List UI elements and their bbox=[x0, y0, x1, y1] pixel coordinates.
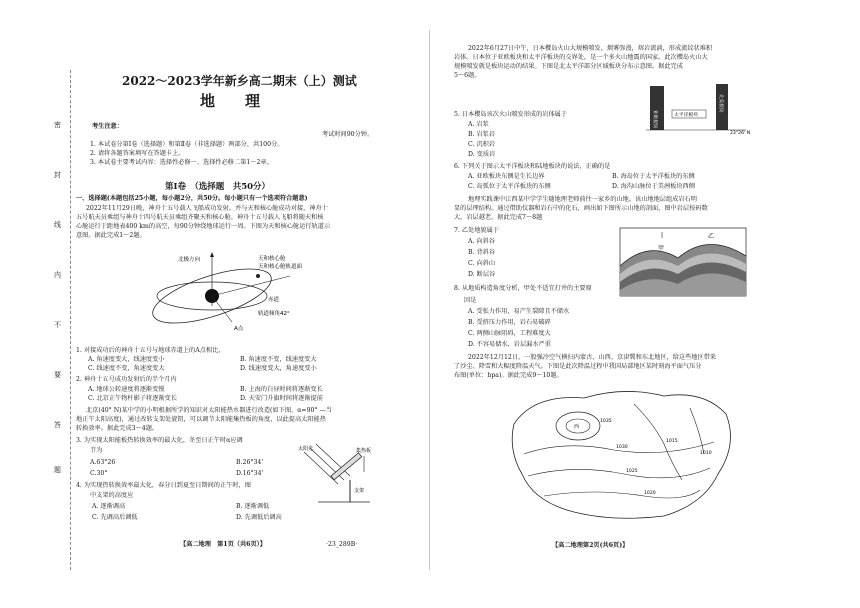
intro-line: 地正午太阳高度)，通过改转支架处旋钮，可以调节太阳能集热板的角度，以此提高太阳能热 bbox=[76, 416, 326, 423]
question-5: 5. 日本樱岛该次火山喷发形成的岩体属于 bbox=[454, 111, 568, 118]
binding-char: 内 bbox=[54, 271, 61, 279]
isobar-map bbox=[504, 384, 744, 524]
exam-subject: 地 理 bbox=[200, 92, 261, 110]
exam-time: 考试时间90分钟。 bbox=[322, 131, 374, 138]
intro-line: 北京(40° N)某中学的小明根据所学的知识对太阳能热水器进行改造(如下图，α=90° —当 bbox=[86, 407, 332, 414]
fig3-lat-label: 23°26' N bbox=[730, 131, 751, 136]
option: C. 先调高后调低 bbox=[92, 514, 138, 521]
fig2-board-label: 集热板 bbox=[356, 448, 372, 454]
option: B. 角速度不变，线速度变大 bbox=[240, 356, 317, 363]
option: C. 线速度不变，角速度变大 bbox=[88, 365, 165, 372]
section-heading: 一、选择题(本题包括25小题，每小题2分，共50分。每小题只有一个选项符合题意) bbox=[76, 195, 308, 202]
question-8-cont: 因是 bbox=[464, 297, 477, 304]
isobar-label: 1035 bbox=[600, 419, 612, 424]
solar-heater-diagram bbox=[298, 442, 378, 512]
fig1-pointa-label: A点 bbox=[234, 326, 244, 332]
option: B. 岩浆岩 bbox=[468, 131, 496, 138]
fig3-na-label: 北美板块 bbox=[718, 94, 723, 113]
option: A. 向斜谷 bbox=[468, 238, 495, 245]
question-1: 1. 对接成功后的神舟十五号与地球赤道上的A点相比， bbox=[76, 347, 225, 354]
fig4-label-b: 乙 bbox=[708, 233, 715, 240]
option: D. 线速度变大，角速度变小 bbox=[240, 365, 317, 372]
page-footer: 【高二地理第2页(共6页)】 bbox=[552, 542, 629, 549]
option: C. 北京正午物杆影子将逐渐变长 bbox=[88, 395, 177, 402]
intro-line: 意图。据此完成1～2题。 bbox=[76, 232, 146, 239]
fig1-equator-label: 赤道 bbox=[268, 297, 280, 303]
option: A. 受张力作用，易产生裂隙且不储水 bbox=[468, 308, 570, 315]
isobar-label: 1030 bbox=[616, 445, 628, 450]
option: B.26°34' bbox=[236, 459, 264, 466]
intro-line: 规模喷发就是板块运动的结果。下图是北太平洋部分区域板块分布示意图。据此完成 bbox=[454, 63, 683, 70]
fig1-north-label: 北极方向 bbox=[178, 257, 201, 263]
isobar-label: 1015 bbox=[666, 439, 678, 444]
binding-char: 题 bbox=[54, 466, 61, 474]
plate-diagram bbox=[646, 80, 764, 136]
intro-line: 五号航天员乘组与神舟十四号航天员乘组齐聚天和核心舱。神舟十五号载人飞船将随天和核 bbox=[76, 214, 324, 221]
binding-char: 密 bbox=[54, 121, 61, 129]
question-3: 3. 为实现太阳能板热转换效率的最大化，冬至日正午时α应调 bbox=[76, 437, 243, 444]
isobar-label: 1010 bbox=[700, 451, 712, 456]
notice-heading: 考生注意： bbox=[92, 123, 123, 130]
option: C. 向斜山 bbox=[468, 260, 496, 267]
fig1-cabin-label: 天和核心舱 bbox=[258, 256, 286, 262]
question-4: 4. 为实现热转换效率最大化，春分日到夏至日期间的正午时，图 bbox=[76, 482, 251, 489]
intro-line: 显的层理结构。通过借助仪器和岩石中的化石，画出如下图所示山地的剖面，图中岩层按码数 bbox=[454, 205, 708, 212]
option: A.63°26 bbox=[90, 459, 116, 466]
option: C.30° bbox=[90, 470, 108, 477]
fig3-eurasian-label: 亚欧板块 bbox=[652, 110, 657, 129]
option: B. 上海的白昼时间将逐渐变长 bbox=[240, 386, 323, 393]
part-heading: 第Ⅰ卷 （选择题 共50分） bbox=[165, 182, 271, 192]
question-7: 7. 乙处地貌属于 bbox=[454, 227, 499, 234]
intro-line: 布图(单位：hpa)。据此完成9～10题。 bbox=[454, 372, 563, 379]
map-label: 西 bbox=[574, 424, 580, 430]
intro-line: 了沙尘、降雪和大幅度降温天气。下图是此次降温过程中我国局部地区某时刻海平面气压分 bbox=[454, 363, 702, 370]
question-3-cont: 节为 bbox=[90, 447, 103, 454]
intro-line: 地理实践课中江西某中学学生随地理老师前往一家乡的山地。该山地地层组成岩石明 bbox=[468, 196, 697, 203]
option: D. 天安门升旗时间将逐渐提前 bbox=[240, 395, 323, 402]
option: D. 断层谷 bbox=[468, 271, 496, 278]
option: C. 两侧山脉阻碍，工程难度大 bbox=[468, 330, 551, 337]
notice-line: 1. 本试卷分第Ⅰ卷（选择题）和第Ⅱ卷（非选择题）两部分，共100分。 bbox=[90, 141, 284, 148]
exam-title: 2022～2023学年新乡高二期末（上）测试 bbox=[122, 74, 357, 88]
option: D.16°34' bbox=[236, 470, 264, 477]
notice-line: 2. 请将各题答案填写在答题卡上。 bbox=[90, 150, 185, 157]
option: A. 岩浆 bbox=[468, 121, 489, 128]
page-divider bbox=[429, 30, 430, 570]
question-4-cont: 中支架的高度应 bbox=[90, 492, 134, 499]
option: D. 海沟山脉位于美洲板块西侧 bbox=[612, 183, 695, 190]
option: B. 背斜谷 bbox=[468, 249, 496, 256]
intro-line: 岩体。日本位于亚欧板块和太平洋板块的交界处，是一个多火山地震的国家。此次樱岛火山大 bbox=[454, 54, 708, 61]
fig2-sun-label: 太阳光 bbox=[298, 446, 314, 452]
option: A. 地球公转速度将逐渐变慢 bbox=[88, 386, 165, 393]
binding-strip bbox=[50, 110, 72, 490]
option: A. 亚欧板块东侧是生长边界 bbox=[468, 173, 545, 180]
question-6: 6. 下列关于图示太平洋板块和陆地板块的说法，正确的是 bbox=[454, 163, 611, 170]
option: D. 不容易储水，岩层漏水严重 bbox=[468, 341, 551, 348]
fig3-pacific-label: 太平洋板块 bbox=[674, 113, 698, 118]
fig4-label-a: 甲 bbox=[658, 245, 665, 252]
binding-char: 不 bbox=[54, 321, 61, 329]
intro-line: 大，岩层越老。据此完成7～8题 bbox=[454, 214, 543, 221]
isobar-label: 1020 bbox=[644, 491, 656, 496]
option: B. 海岛位于太平洋板块的东侧 bbox=[612, 173, 695, 180]
binding-char: 要 bbox=[54, 371, 61, 379]
question-8: 8. 从地质构造角度分析，甲处不适宜打井的主要原 bbox=[454, 285, 592, 292]
fig1-orbit-label: 轨道倾角42° bbox=[258, 311, 290, 317]
orbit-diagram bbox=[140, 246, 320, 336]
isobar-label: 1025 bbox=[626, 469, 638, 474]
exam-code: ·23_289B· bbox=[326, 541, 358, 548]
option: D. 变质岩 bbox=[468, 151, 496, 158]
option: A. 逐渐调高 bbox=[92, 503, 126, 510]
option: B. 受挤压力作用，岩石易破碎 bbox=[468, 319, 551, 326]
intro-line: 2022年12月12日，一股强冷空气横扫内蒙古、山西、京津冀和东北地区，给这些地区带来 bbox=[468, 354, 717, 361]
notice-line: 3. 本试卷主要考试内容：选择性必修一、选择性必修二第1～2章。 bbox=[90, 159, 273, 166]
geologic-section-diagram bbox=[618, 226, 748, 298]
intro-line: 心舱运行于距地表400 km的高空，每90分钟绕地球运行一周。下图为天和核心舱运行轨道示 bbox=[76, 223, 331, 230]
intro-line: 5～6题。 bbox=[454, 72, 481, 79]
question-2: 2. 神舟十五号成功发射后的半个月内 bbox=[76, 376, 177, 383]
intro-line: 2022年11月29日晚，神舟十五号载人飞船成功发射。并与天和核心舱成功对接，神舟十 bbox=[86, 205, 328, 212]
intro-line: 转换效率。据此完成3～4题。 bbox=[76, 425, 159, 432]
option: A. 角速度变大，线速度变小 bbox=[88, 356, 165, 363]
binding-char: 封 bbox=[54, 171, 61, 179]
intro-line: 2022年6月27日中午，日本樱岛火山大规模喷发，烟雾弥漫，熔岩流淌，形成流纹状堆积 bbox=[468, 45, 713, 52]
option: C. 沉积岩 bbox=[468, 141, 496, 148]
option: C. 岛弧位于太平洋板块的东侧 bbox=[468, 183, 551, 190]
page-footer: 【高二地理 第1页（共6页）】 bbox=[180, 541, 266, 548]
binding-char: 答 bbox=[54, 421, 61, 429]
exam-page-1 bbox=[0, 0, 428, 608]
binding-char: 线 bbox=[54, 221, 61, 229]
fig2-bracket-label: 支架 bbox=[354, 488, 365, 494]
option: D. 先调低后调高 bbox=[236, 514, 282, 521]
exam-page-2 bbox=[432, 0, 860, 608]
option: B. 逐渐调低 bbox=[236, 503, 270, 510]
fig1-plane-label: 天和核心舱轨道面 bbox=[258, 264, 303, 270]
